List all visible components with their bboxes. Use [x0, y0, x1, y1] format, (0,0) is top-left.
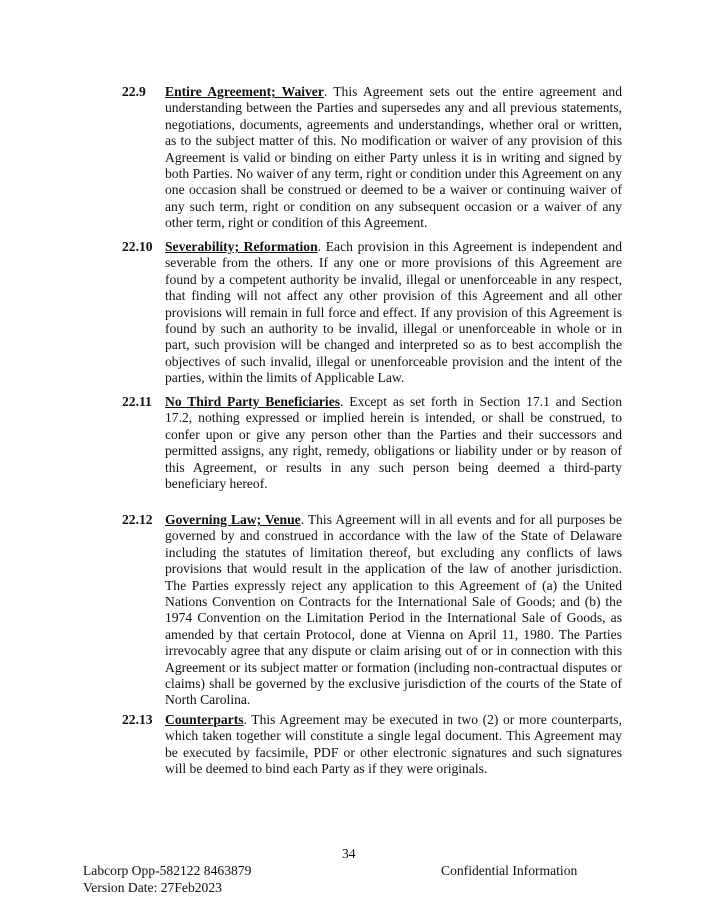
section-body [165, 512, 622, 709]
section-text: . This Agreement will in all events and for all purposes be governed by and construed in accordance with the law of the State of Delaware including the statutes of limitation thereof, but excluding any conflicts of laws provisions that would result in the application of the law of another jurisdiction. The Parties expressly reject any application to this Agreement of (a) the United Nations Convention on Contracts for the International Sale of Goods; and (b) the 1974 Convention on the Limitation Period in the International Sale of Goods, as amended by that certain Protocol, done at Vienna on April 11, 1980. The Parties irrevocably agree that any dispute or claim arising out of or in connection with this Agreement or its subject matter or formation (including non-contractual disputes or claims) shall be governed by the exclusive jurisdiction of the courts of the State of North Carolina. [165, 512, 622, 708]
section-22-12 [122, 512, 622, 709]
page-number: 34 [342, 846, 356, 861]
section-number: 22.12 [122, 512, 153, 527]
section-22-11 [122, 394, 622, 492]
section-number: 22.11 [122, 394, 152, 409]
section-text: . Except as set forth in Section 17.1 and Section 17.2, nothing expressed or implied herein is intended, or shall be construed, to confer upon or give any person other than the Parties and their successors and permitted assigns, any right, remedy, obligations or liability under or by reason of this Agreement, or results in any such person being deemed a third-party beneficiary hereof. [165, 394, 622, 492]
section-text: . This Agreement may be executed in two (2) or more counterparts, which taken together will constitute a single legal document. This Agreement may be executed by facsimile, PDF or other electronic signatures and such signatures will be deemed to bind each Party as if they were originals. [165, 712, 622, 777]
section-heading: Counterparts [165, 712, 244, 727]
section-number: 22.13 [122, 712, 153, 727]
section-body [165, 712, 622, 778]
section-heading: No Third Party Beneficiaries [165, 394, 341, 409]
section-text: . This Agreement sets out the entire agreement and understanding between the Parties and supersedes any and all previous statements, negotiations, documents, agreements and understandings, whether oral or written, as to the subject matter of this. No modification or waiver of any provision of this Agreement is valid or binding on either Party unless it is in writing and signed by both Parties. No waiver of any term, right or condition under this Agreement on any one occasion shall be construed or deemed to be a waiver or continuing waiver of any such term, right or condition on any subsequent occasion or a waiver of any other term, right or condition of this Agreement. [165, 84, 622, 231]
section-heading: Entire Agreement; Waiver [165, 84, 324, 99]
section-22-9 [122, 84, 622, 232]
section-22-13 [122, 712, 622, 778]
footer-confidential: Confidential Information [441, 863, 578, 878]
section-body [165, 394, 622, 492]
section-heading: Severability; Reformation [165, 239, 318, 254]
section-body [165, 84, 622, 232]
section-number: 22.9 [122, 84, 146, 99]
section-body [165, 239, 622, 387]
section-number: 22.10 [122, 239, 153, 254]
section-heading: Governing Law; Venue [165, 512, 301, 527]
section-22-10 [122, 239, 622, 387]
footer-doc-id: Labcorp Opp-582122 8463879 [83, 863, 252, 878]
footer-version-date: Version Date: 27Feb2023 [83, 880, 222, 895]
section-text: . Each provision in this Agreement is independent and severable from the others. If any one or more provisions of this Agreement are found by a competent authority be invalid, illegal or unenforceable in any respect, that finding will not affect any other provision of this Agreement and all other provisions will remain in full force and effect. If any provision of this Agreement is found by such an authority to be invalid, illegal or unenforceable in whole or in part, such provision will be changed and interpreted so as to best accomplish the objectives of such invalid, illegal or unenforceable provision and the intent of the parties, within the limits of Applicable Law. [165, 239, 622, 386]
